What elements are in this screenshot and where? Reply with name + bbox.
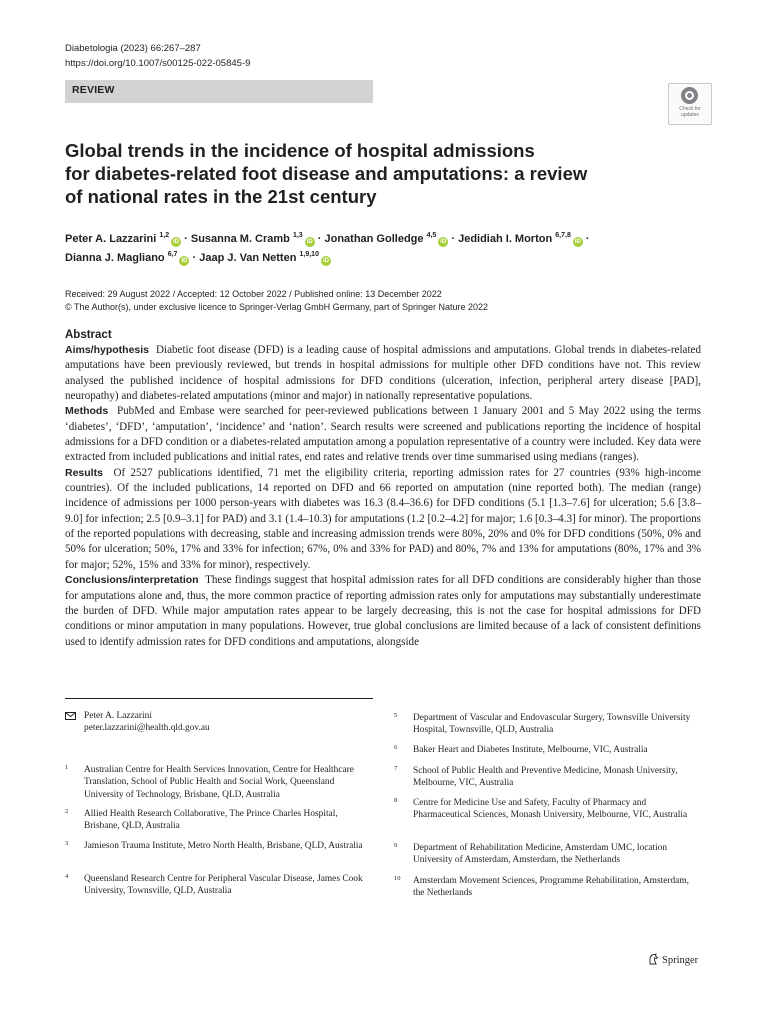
affiliation-text: Centre for Medicine Use and Safety, Faculty of Pharmacy and Pharmaceutical Sciences, Monash University, Melbourne, VIC, Australia bbox=[413, 798, 688, 821]
correspondence-email[interactable]: peter.lazzarini@health.qld.gov.au bbox=[84, 723, 210, 734]
author-name[interactable]: Susanna M. Cramb bbox=[190, 233, 290, 245]
check-for-updates-badge[interactable] bbox=[668, 83, 712, 125]
check-for-updates-icon bbox=[681, 87, 698, 104]
section-label: Methods bbox=[65, 405, 109, 418]
author-name[interactable]: Dianna J. Magliano bbox=[65, 252, 165, 264]
affiliation-number: 2 bbox=[65, 808, 69, 815]
author-name[interactable]: Jedidiah I. Morton bbox=[458, 233, 553, 245]
affiliation-text: Amsterdam Movement Sciences, Programme Rehabilitation, Amsterdam, the Netherlands bbox=[413, 876, 689, 899]
section-text: Diabetic foot disease (DFD) is a leading cause of hospital admissions and amputations. Global trends in diabetes-related amputations have been previously reviewed, but trends in hospital admissions for multiple other DFD conditions have not. This review analysed the published incidence of hospital admissions for DFD conditions (ulceration, infection, peripheral artery disease [PAD], neuropathy) and diabetes-related amputations (minor and major) in nationally representative populations. bbox=[65, 344, 701, 403]
copyright-notice: © The Author(s), under exclusive licence to Springer-Verlag GmbH Germany, part of Springer Nature 2022 bbox=[65, 302, 488, 312]
author-list bbox=[65, 230, 705, 268]
badge-line-2: updates bbox=[681, 112, 699, 118]
abstract-conclusions bbox=[65, 573, 701, 650]
footnote-divider bbox=[65, 698, 373, 699]
section-text: These findings suggest that hospital admission rates for all DFD conditions are considerably higher than those for amputations alone and, thus, the more common practice of reporting admission rates only for amputations may substantially underestimate the burden of DFD. While major amputation rates appear to be largely decreasing, this is not the case for hospital admissions for DFD conditions or minor amputation in many populations. However, true global conclusions are limited because of a lack of consistent definitions used to identify admission rates for DFD conditions and amputations, alongside bbox=[65, 574, 701, 648]
section-text: Of 2527 publications identified, 71 met the eligibility criteria, reporting admission rates for 27 countries (93% high-income countries). Of the included publications, 14 reported on DFD and 66 reported on amputation (nine reported both). The median (range) incidence of admissions per 1000 person-years with diabetes was 16.3 (8.4–36.6) for DFD conditions (5.1 [1.3–7.6] for ulceration; 5.6 [3.8–9.0] for infection; 2.5 [0.9–3.1] for PAD) and 3.1 (1.4–10.3) for amputations (1.2 [0.2–4.2] for major; 1.6 [0.3–4.3] for minor). The proportions of the reported populations with decreasing, stable and increasing admission trends were 80%, 20% and 0% for DFD conditions (50%, 0% and 50% for ulceration; 50%, 17% and 33% for infection; 67%, 0% and 33% for PAD) and 80%, 7% and 13% for amputations (80%, 17% and 3% for major; 52%, 15% and 33% for minor), respectively. bbox=[65, 466, 702, 571]
affiliation-text: School of Public Health and Preventive Medicine, Monash University, Melbourne, VIC, Australia bbox=[413, 766, 678, 789]
section-label: REVIEW bbox=[72, 84, 115, 96]
affiliation-number: 5 bbox=[394, 712, 398, 719]
author-affiliation: 1,9,10 bbox=[299, 251, 319, 258]
affiliation-text: Allied Health Research Collaborative, The Prince Charles Hospital, Brisbane, QLD, Australia bbox=[84, 809, 338, 832]
title-line-3: of national rates in the 21st century bbox=[65, 186, 377, 207]
section-label: Results bbox=[65, 466, 103, 479]
abstract bbox=[65, 329, 701, 650]
section-label: Aims/hypothesis bbox=[65, 344, 150, 356]
affiliation-text: Baker Heart and Diabetes Institute, Melbourne, VIC, Australia bbox=[413, 745, 648, 755]
orcid-icon[interactable]: iD bbox=[181, 258, 188, 264]
orcid-icon[interactable]: iD bbox=[173, 239, 180, 245]
author-name[interactable]: Jaap J. Van Netten bbox=[199, 252, 297, 264]
section-text: PubMed and Embase were searched for peer-reviewed publications between 1 January 2001 and 5 May 2022 using the terms ‘diabetes’, ‘DFD’, ‘amputation’, ‘incidence’ and ‘nation’. Search results were screened and publications reporting the incidence of hospital admissions for a DFD condition or a diabetes-related amputation among a population representative of a country were included. Key data were extracted from included publications and initial rates, end rates and relative trends over time summarised using medians (ranges). bbox=[65, 405, 702, 464]
author-name[interactable]: Jonathan Golledge bbox=[324, 233, 424, 245]
affiliation-number: 9 bbox=[394, 842, 398, 849]
author-affiliation: 6,7,8 bbox=[555, 232, 571, 239]
badge-text bbox=[669, 106, 711, 118]
abstract-results bbox=[65, 466, 701, 573]
affiliation-text: Queensland Research Centre for Peripheral Vascular Disease, James Cook University, Townsville, QLD, Australia bbox=[84, 874, 363, 897]
author-name[interactable]: Peter A. Lazzarini bbox=[65, 233, 157, 245]
publication-history: Received: 29 August 2022 / Accepted: 12 October 2022 / Published online: 13 December 2022 bbox=[65, 289, 442, 299]
correspondence-name: Peter A. Lazzarini bbox=[84, 711, 152, 721]
affiliation-text: Australian Centre for Health Services Innovation, Centre for Healthcare Translation, School of Public Health and Social Work, Queensland University of Technology, Brisbane, QLD, Australia bbox=[84, 765, 354, 800]
author-line-2: Dianna J. Magliano $^{6,7}$iD · Jaap J. Van Netten $^{1,9,10}$iD bbox=[65, 251, 329, 264]
affiliation-number: 7 bbox=[394, 765, 398, 772]
springer-horse-icon bbox=[648, 953, 659, 965]
journal-citation: Diabetologia (2023) 66:267–287 bbox=[65, 43, 201, 54]
orcid-icon[interactable]: iD bbox=[322, 258, 329, 264]
badge-line-1: Check for bbox=[679, 106, 701, 112]
author-affiliation: 1,2 bbox=[159, 232, 170, 239]
affiliation-text: Department of Vascular and Endovascular Surgery, Townsville University Hospital, Townsville, QLD, Australia bbox=[413, 713, 691, 736]
title-line-1: Global trends in the incidence of hospital admissions bbox=[65, 140, 535, 161]
publisher-name: Springer bbox=[662, 955, 699, 966]
article-dates bbox=[65, 288, 488, 314]
author-affiliation: 4,5 bbox=[426, 232, 437, 239]
affiliation-number: 8 bbox=[394, 797, 398, 804]
abstract-heading: Abstract bbox=[65, 329, 112, 341]
affiliation-number: 6 bbox=[394, 744, 398, 751]
author-line-1: Peter A. Lazzarini $^{1,2}$iD · Susanna M. Cramb $^{1,3}$iD · Jonathan Golledge $^{4,5}$iD · Jedidiah I. Morton $^{6,7,8}$iD · bbox=[65, 232, 590, 245]
affiliation-number: 3 bbox=[65, 840, 69, 847]
affiliation-number: 4 bbox=[65, 873, 69, 880]
journal-header bbox=[65, 41, 250, 71]
author-affiliation: 6,7 bbox=[167, 251, 178, 258]
abstract-methods bbox=[65, 404, 701, 465]
author-affiliation: 1,3 bbox=[292, 232, 303, 239]
orcid-icon[interactable]: iD bbox=[440, 239, 447, 245]
article-title bbox=[65, 139, 625, 208]
title-line-2: for diabetes-related foot disease and amputations: a review bbox=[65, 163, 588, 184]
doi-link[interactable]: https://doi.org/10.1007/s00125-022-05845-9 bbox=[65, 58, 251, 69]
orcid-icon[interactable]: iD bbox=[574, 239, 581, 245]
affiliation-text: Jamieson Trauma Institute, Metro North Health, Brisbane, QLD, Australia bbox=[84, 841, 363, 851]
orcid-icon[interactable]: iD bbox=[306, 239, 313, 245]
affiliation-text: Department of Rehabilitation Medicine, Amsterdam UMC, location University of Amsterdam, Amsterdam, the Netherlands bbox=[413, 843, 668, 866]
section-label: Conclusions/interpretation bbox=[65, 574, 199, 587]
abstract-aims bbox=[65, 343, 701, 404]
affiliation-number: 10 bbox=[394, 875, 401, 882]
envelope-icon bbox=[65, 712, 76, 720]
publisher-logo bbox=[648, 953, 698, 966]
section-bar bbox=[65, 80, 373, 103]
affiliation-number: 1 bbox=[65, 764, 69, 771]
